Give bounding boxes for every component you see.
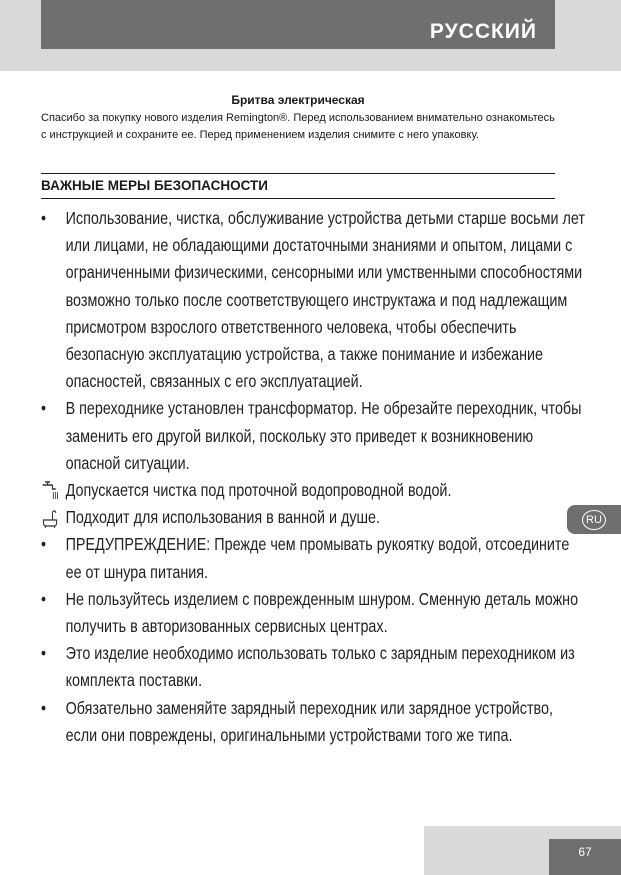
safety-item-text: Допускается чистка под проточной водопроводной водой. [65, 480, 452, 501]
language-header: РУССКИЙ [41, 0, 555, 49]
safety-item-text: Обязательно заменяйте зарядный переходник или зарядное устройство, если они повреждены, оригинальными устройствами того же типа. [65, 697, 553, 745]
safety-item-text: Использование, чистка, обслуживание устройства детьми старше восьми лет или лицами, не обладающими достаточными знаниями и опытом, лицами с ограниченными физическими, сенсорными или умственными способностями возможно только после соответствующего инструктажа и под надлежащим присмотром взрослого ответственного человека, чтобы обеспечить безопасную эксплуатацию устройства, а также понимание и избежание опасностей, связанных с его эксплуатацией. [65, 208, 585, 392]
safety-item-4 [41, 504, 585, 531]
bullet: • [41, 398, 47, 419]
page-number: 67 [549, 839, 621, 875]
bullet: • [41, 588, 47, 609]
safety-item-6 [41, 586, 585, 640]
language-side-tab [567, 505, 621, 534]
safety-item-text: В переходнике установлен трансформатор. Не обрезайте переходник, чтобы заменить его другой вилкой, поскольку это приведет к возникновению опасной ситуации. [65, 398, 582, 473]
bullet: • [41, 534, 47, 555]
safety-item-2 [41, 395, 585, 477]
safety-item-3 [41, 477, 585, 504]
safety-heading: ВАЖНЫЕ МЕРЫ БЕЗОПАСНОСТИ [41, 173, 555, 199]
bath-icon [41, 504, 61, 531]
safety-item-1 [41, 205, 585, 395]
bullet: • [41, 697, 47, 718]
safety-item-text: ПРЕДУПРЕЖДЕНИЕ: Прежде чем промывать рукоятку водой, отсоедините ее от шнура питания. [65, 534, 570, 582]
safety-item-text: Подходит для использования в ванной и душе. [65, 507, 381, 528]
language-code: RU [582, 510, 606, 530]
faucet-icon [41, 477, 61, 504]
bullet: • [41, 208, 47, 228]
safety-item-8 [41, 695, 585, 749]
safety-item-5 [41, 531, 585, 585]
safety-item-text: Это изделие необходимо использовать только с зарядным переходником из комплекта поставки. [65, 643, 575, 691]
document-title: Бритва электрическая [231, 93, 365, 107]
safety-item-text: Не пользуйтесь изделием с поврежденным шнуром. Сменную деталь можно получить в авторизованных сервисных центрах. [65, 588, 579, 637]
safety-item-7 [41, 640, 585, 694]
safety-list [41, 205, 585, 749]
intro-paragraph: Спасибо за покупку нового изделия Remington®. Перед использованием внимательно ознакомьтесь с инструкцией и сохраните ее. Перед применением изделия снимите с него упаковку. [41, 112, 555, 141]
bullet: • [41, 643, 47, 664]
